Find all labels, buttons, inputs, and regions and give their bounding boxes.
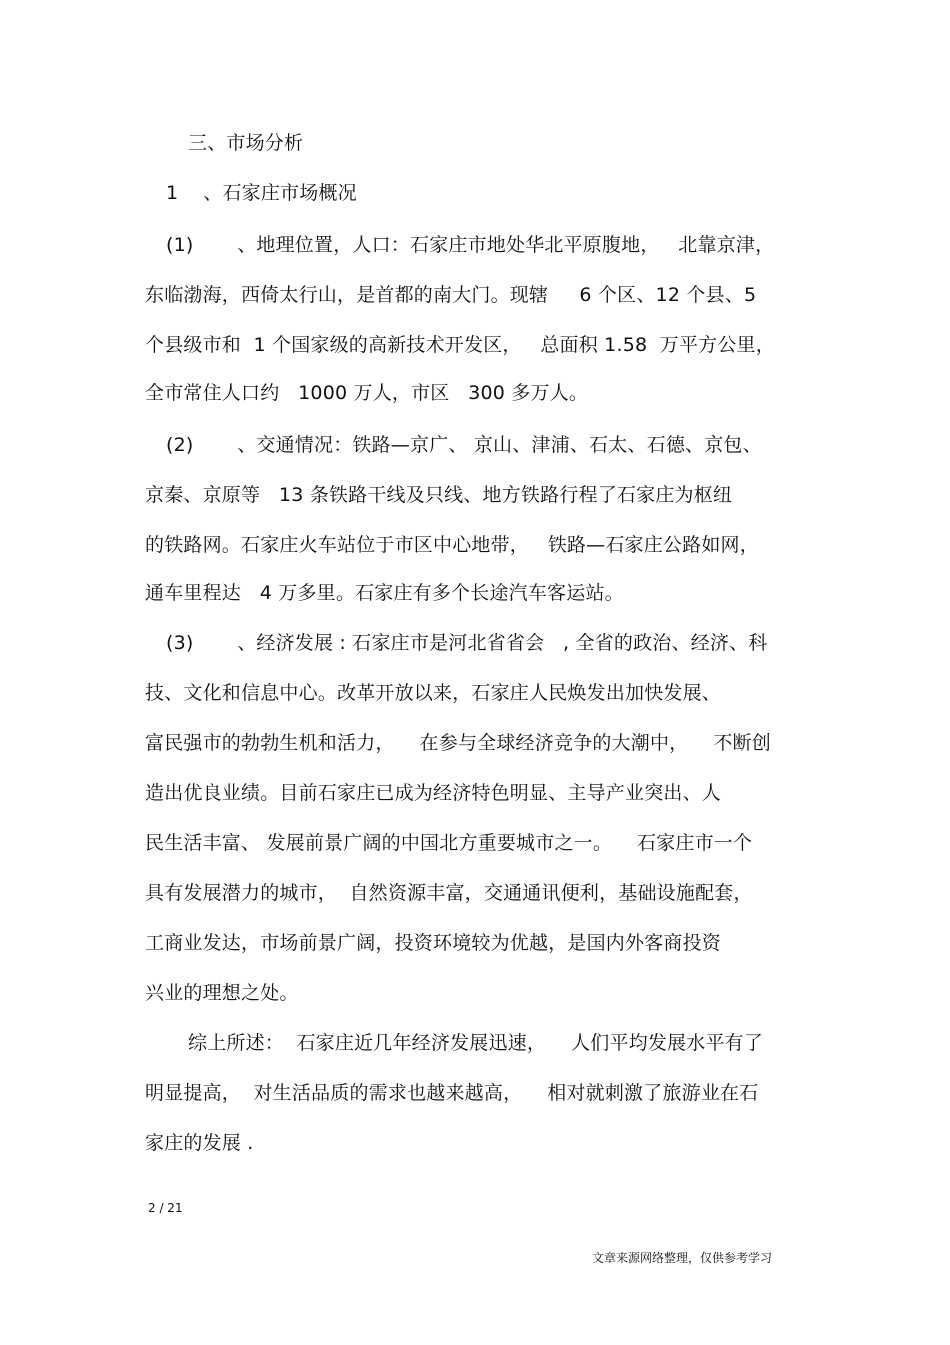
paragraph-line: 民生活丰富、 发展前景广阔的中国北方重要城市之一。 石家庄市一个 xyxy=(145,832,753,854)
paragraph-line: (2) 、交通情况：铁路—京广、 京山、津浦、石太、石德、京包、 xyxy=(166,434,762,456)
paragraph-line: 造出优良业绩。目前石家庄已成为经济特色明显、主导产业突出、人 xyxy=(145,782,722,804)
subsection-heading: 1 、石家庄市场概况 xyxy=(166,182,357,204)
page-number: 2 / 21 xyxy=(148,1201,183,1215)
summary-line: 明显提高， 对生活品质的需求也越来越高， 相对就刺激了旅游业在石 xyxy=(145,1082,759,1104)
paragraph-line: 技、文化和信息中心。改革开放以来，石家庄人民焕发出加快发展、 xyxy=(145,682,722,704)
paragraph-line: 全市常住人口约 1000 万人，市区 300 多万人。 xyxy=(145,382,589,404)
paragraph-line: 具有发展潜力的城市， 自然资源丰富，交通通讯便利，基础设施配套， xyxy=(145,882,753,904)
paragraph-line: 兴业的理想之处。 xyxy=(145,982,299,1004)
paragraph-line: 京秦、京原等 13 条铁路干线及只线、地方铁路行程了石家庄为枢纽 xyxy=(145,484,733,506)
paragraph-line: (3) 、经济发展 : 石家庄市是河北省省会 , 全省的政治、经济、科 xyxy=(166,632,768,654)
footer-note: 文章来源网络整理，仅供参考学习 xyxy=(592,1251,773,1265)
paragraph-line: 通车里程达 4 万多里。石家庄有多个长途汽车客运站。 xyxy=(145,582,624,604)
paragraph-line: 的铁路网。石家庄火车站位于市区中心地带， 铁路—石家庄公路如网， xyxy=(145,534,759,556)
summary-line: 家庄的发展 . xyxy=(145,1132,254,1154)
paragraph-line: 个县级市和 1 个国家级的高新技术开发区， 总面积 1.58 万平方公里， xyxy=(145,334,775,356)
paragraph-line: (1) 、地理位置，人口：石家庄市地处华北平原腹地， 北靠京津， xyxy=(166,234,775,256)
paragraph-line: 东临渤海，西倚太行山，是首都的南大门。现辖 6 个区、12 个县、5 xyxy=(145,284,757,306)
paragraph-line: 富民强市的勃勃生机和活力， 在参与全球经济竞争的大潮中， 不断创 xyxy=(145,732,771,754)
summary-line: 综上所述： 石家庄近几年经济发展迅速， 人们平均发展水平有了 xyxy=(188,1032,764,1054)
paragraph-line: 工商业发达，市场前景广阔，投资环境较为优越，是国内外客商投资 xyxy=(145,932,722,954)
section-heading: 三、市场分析 xyxy=(188,132,304,154)
